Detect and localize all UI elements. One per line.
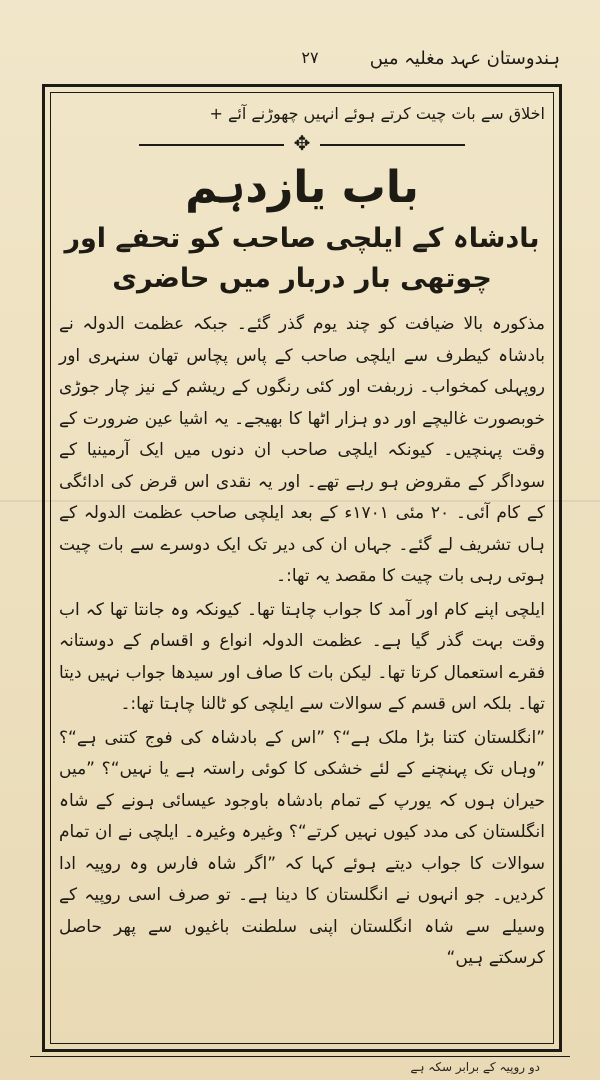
chapter-ornament (99, 131, 505, 155)
paragraph-3: ”انگلستان کتنا بڑا ملک ہے“؟ ”اس کے بادشاہ کی فوج کتنی ہے“؟ ”وہاں تک پہنچنے کے لئے خشکی کا کوئی راستہ ہے یا نہیں“؟ ”میں حیران ہوں کہ یورپ کے تمام بادشاہ باوجود عیسائی ہونے کے شاہ انگلستان کی مدد کیوں نہیں کرتے“؟ وغیرہ وغیرہ۔ ایلچی نے ان تمام سوالات کا جواب دیتے ہوئے کہا کہ ”اگر شاہ فارس وہ روپیہ ادا کردیں۔ جو انہوں نے انگلستان کا دینا ہے۔ تو صرف اسی روپیہ کے وسیلے سے شاہ انگلستان اپنی سلطنت باغیوں سے پھر حاصل کرسکتے ہیں“ (59, 727, 545, 968)
footnote (30, 1052, 570, 1080)
ornament-star-icon: ✥ (293, 131, 311, 155)
footnote-rule (30, 1056, 570, 1057)
page-number: ۲۷ (301, 48, 319, 67)
paragraph-1: مذکورہ بالا ضیافت کو چند یوم گذر گئے۔ جبکہ عظمت الدولہ نے بادشاہ کیطرف سے ایلچی صاحب کے پاس پچاس تھان سنہری اور روپہلی کمخواب۔ زربفت اور کئی رنگوں کے ریشم کے نیز چار جوڑی خوبصورت غالیچے اور دو ہزار اٹھا کا بھیجے۔ یہ اشیا عین ضرورت کے وقت پہنچیں۔ کیونکہ ایلچی صاحب ان دنوں میں ایک آرمینیا کے سوداگر کے مقروض ہو رہے تھے۔ اور یہ نقدی اس قرض کی ادائگی کے کام آئی۔ ۲۰ مئی ۱۷۰۱ء کے بعد ایلچی صاحب عظمت الدولہ کے ہاں تشریف لے گئے۔ جہاں ان کی دیر تک ایک دوسرے سے بات چیت ہوتی رہی بات چیت کا مقصد یہ تھا:۔ (59, 314, 545, 586)
paragraph-2: ایلچی اپنے کام اور آمد کا جواب چاہتا تھا۔ کیونکہ وہ جانتا تھا کہ اب وقت بہت گذر گیا ہے۔ عظمت الدولہ انواع و اقسام کے دوستانہ فقرے استعمال کرتا تھا۔ لیکن بات کا صاف اور سیدھا جواب نہیں دیتا تھا۔ بلکہ اس قسم کے سوالات سے ایلچی کو ٹالنا چاہتا تھا:۔ (59, 599, 545, 714)
chapter-title: باب یازدہم (185, 162, 419, 213)
text-frame (42, 84, 562, 1052)
ornament-rule-right (320, 144, 465, 146)
continuation-line: اخلاق سے بات چیت کرتے ہوئے انہیں چھوڑنے آئے + (209, 104, 545, 123)
chapter-subtitle: بادشاہ کے ایلچی صاحب کو تحفے اور چوتھی بار دربار میں حاضری (64, 223, 540, 294)
footnote-text: دو روپیہ کے برابر سکہ ہے (410, 1060, 540, 1074)
running-head (60, 48, 560, 78)
ornament-rule-left (139, 144, 284, 146)
page-content (59, 95, 545, 1041)
running-head-title: ہندوستان عہد مغلیہ میں (369, 48, 560, 69)
